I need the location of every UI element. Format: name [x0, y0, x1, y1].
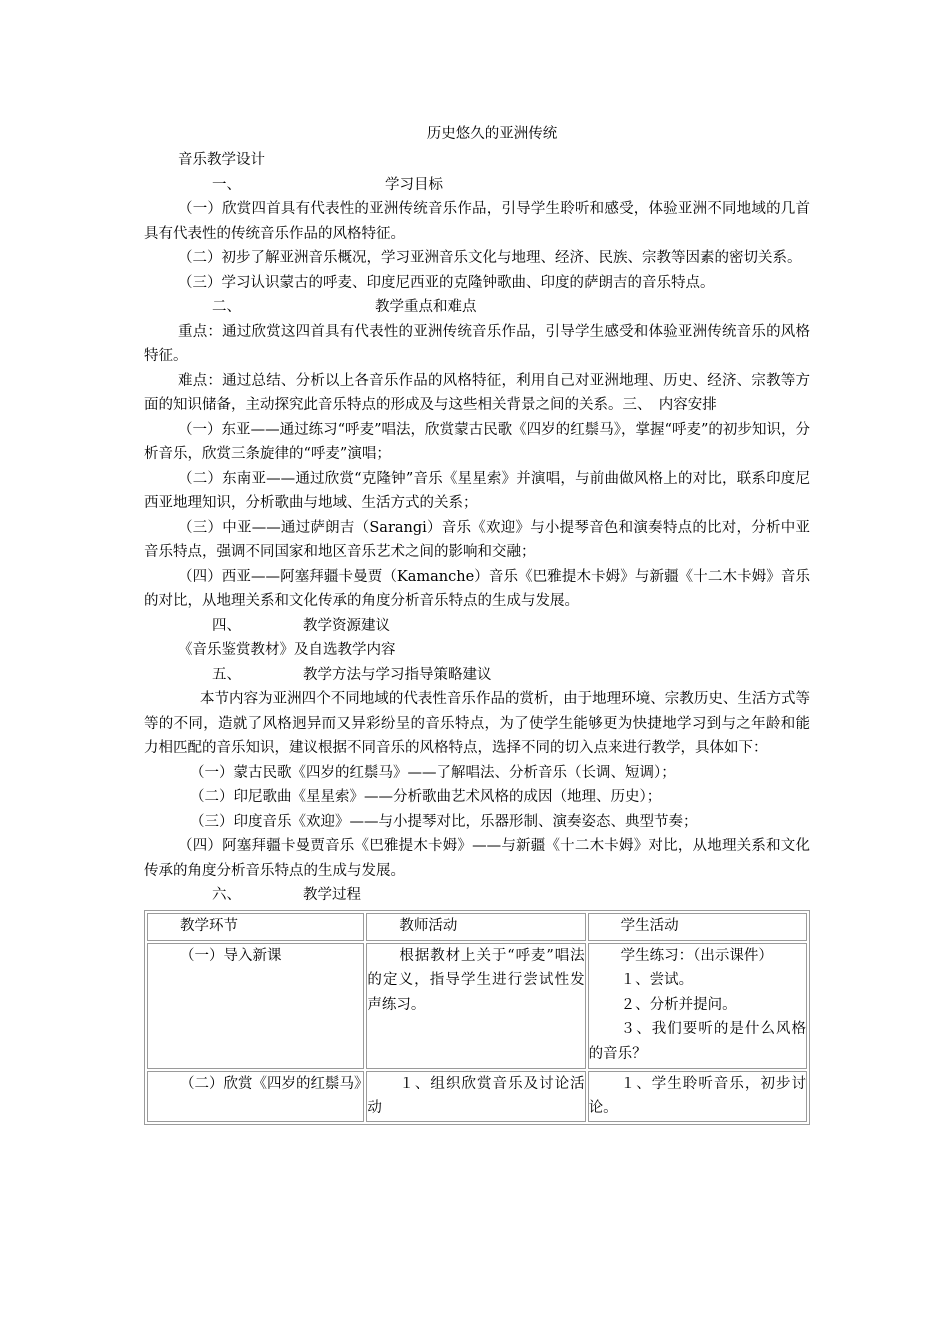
- table-cell: [366, 943, 585, 1069]
- student-activity-text: １、学生聆听音乐，初步讨论。: [588, 1075, 806, 1116]
- resources-paragraph: 《音乐鉴赏教材》及自选教学内容: [178, 642, 396, 658]
- section-5-heading: [144, 663, 810, 688]
- content-paragraph: （一）东亚——通过练习“呼麦”唱法，欣赏蒙古民歌《四岁的红鬃马》，掌握“呼麦”的初步知识，分析音乐，欣赏三条旋律的“呼麦”演唱；: [144, 421, 810, 462]
- method-intro-paragraph: 本节内容为亚洲四个不同地域的代表性音乐作品的赏析，由于地理环境、宗教历史、生活方式等等的不同，造就了风格迥异而又异彩纷呈的音乐特点，为了使学生能够更为快捷地学习到与之年龄和能力相匹配的音乐知识，建议根据不同音乐的风格特点，选择不同的切入点来进行教学，具体如下：: [144, 691, 810, 756]
- section-2-heading: [144, 295, 810, 320]
- section-number: 六、: [212, 887, 241, 903]
- table-row: [147, 1071, 807, 1122]
- document-page: [144, 122, 810, 1125]
- header-teacher: 教师活动: [399, 917, 458, 934]
- goal-paragraph: （三）学习认识蒙古的呼麦、印度尼西亚的克隆钟歌曲、印度的萨朗吉的音乐特点。: [178, 274, 715, 291]
- table-cell: [588, 943, 807, 1069]
- difficulty-paragraph: 难点：通过总结、分析以上各音乐作品的风格特征，利用自己对亚洲地理、历史、经济、宗教等方面的知识储备，主动探究此音乐特点的形成及与这些相关背景之间的关系。三、 内容安排: [144, 372, 810, 413]
- section-4-heading: [144, 614, 810, 639]
- content-paragraph: （二）东南亚——通过欣赏“克隆钟”音乐《星星索》并演唱，与前曲做风格上的对比，联系印度尼西亚地理知识，分析歌曲与地域、生活方式的关系；: [144, 470, 810, 511]
- section-label: 教学过程: [303, 887, 361, 903]
- table-header-cell: [366, 913, 585, 941]
- table-cell: [147, 1071, 369, 1122]
- section-number: 五、: [212, 666, 241, 683]
- table-cell: [366, 1071, 585, 1122]
- document-title: 历史悠久的亚洲传统: [426, 126, 558, 142]
- table-cell: [147, 943, 364, 1069]
- section-label: 教学资源建议: [303, 617, 390, 634]
- section-number: 二、: [212, 299, 241, 315]
- header-student: 学生活动: [620, 917, 679, 934]
- section-label: 学习目标: [385, 176, 443, 193]
- method-paragraph: （四）阿塞拜疆卡曼贾音乐《巴雅提木卡姆》——与新疆《十二木卡姆》对比，从地理关系和文化传承的角度分析音乐特点的生成与发展。: [144, 838, 810, 879]
- method-paragraph: （一）蒙古民歌《四岁的红鬃马》——了解唱法、分析音乐（长调、短调）；: [190, 764, 676, 781]
- teaching-process-table: [144, 910, 810, 1125]
- table-header-cell: [147, 913, 364, 941]
- section-number: 一、: [212, 176, 241, 193]
- student-activity-line: 学生练习：（出示课件）: [620, 947, 773, 964]
- goal-paragraph: （二）初步了解亚洲音乐概况，学习亚洲音乐文化与地理、经济、民族、宗教等因素的密切关系。: [178, 250, 802, 266]
- section-1-heading: [144, 173, 810, 198]
- content-paragraph: （四）西亚——阿塞拜疆卡曼贾（Kamanche）音乐《巴雅提木卡姆》与新疆《十二木卡姆》音乐的对比，从地理关系和文化传承的角度分析音乐特点的生成与发展。: [144, 568, 810, 609]
- document-subtitle: 音乐教学设计: [178, 152, 265, 168]
- method-paragraph: （二）印尼歌曲《星星索》——分析歌曲艺术风格的成因（地理、历史）；: [190, 789, 662, 805]
- table-header-row: [147, 913, 807, 941]
- section-number: 四、: [212, 617, 241, 634]
- teacher-activity-text: 根据教材上关于“呼麦”唱法的定义，指导学生进行尝试性发声练习。: [367, 947, 585, 1013]
- section-6-heading: [144, 883, 810, 908]
- teacher-activity-text: １、组织欣赏音乐及讨论活动: [367, 1075, 585, 1116]
- student-activity-line: ３、我们要听的是什么风格的音乐？: [588, 1021, 806, 1062]
- goal-paragraph: （一）欣赏四首具有代表性的亚洲传统音乐作品，引导学生聆听和感受，体验亚洲不同地域的几首具有代表性的传统音乐作品的风格特征。: [144, 201, 810, 242]
- section-label: 教学方法与学习指导策略建议: [303, 666, 492, 683]
- student-activity-line: １、尝试。: [620, 972, 694, 988]
- header-stage: 教学环节: [180, 917, 238, 934]
- stage-text: （一）导入新课: [180, 947, 282, 964]
- student-activity-line: ２、分析并提问。: [620, 996, 737, 1013]
- method-paragraph: （三）印度音乐《欢迎》——与小提琴对比，乐器形制、演奏姿态、典型节奏；: [190, 813, 698, 830]
- table-row: [147, 943, 807, 1069]
- stage-text: （二）欣赏《四岁的红鬃马》: [180, 1075, 369, 1092]
- content-paragraph: （三）中亚——通过萨朗吉（Sarangi）音乐《欢迎》与小提琴音色和演奏特点的比对，分析中亚音乐特点，强调不同国家和地区音乐艺术之间的影响和交融；: [144, 519, 810, 560]
- section-label: 教学重点和难点: [375, 299, 477, 315]
- key-point-paragraph: 重点：通过欣赏这四首具有代表性的亚洲传统音乐作品，引导学生感受和体验亚洲传统音乐的风格特征。: [144, 323, 810, 364]
- table-cell: [588, 1071, 807, 1122]
- table-header-cell: [588, 913, 807, 941]
